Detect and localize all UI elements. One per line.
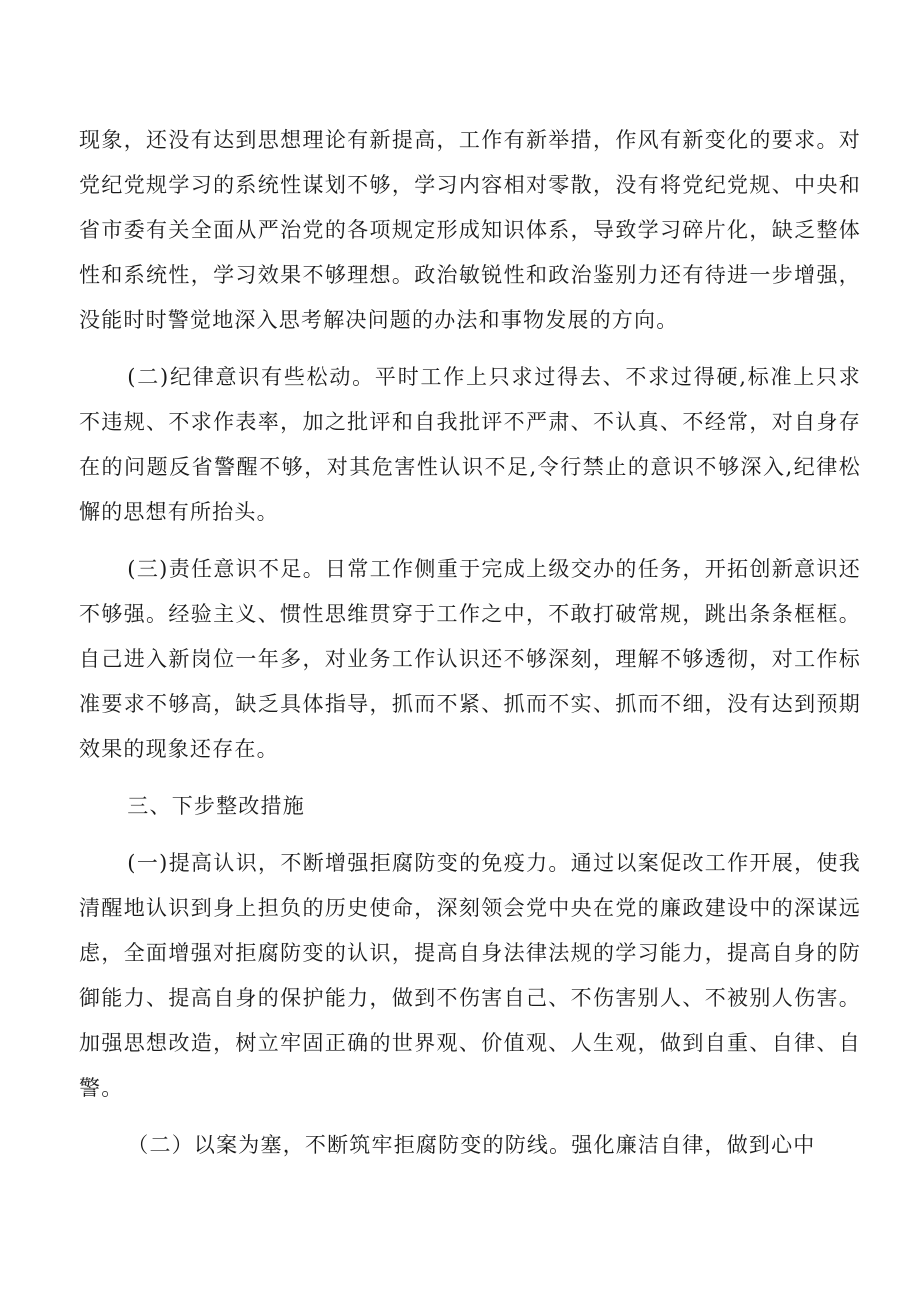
paragraph-continued: 现象，还没有达到思想理论有新提高，工作有新举措，作风有新变化的要求。对党纪党规学习的系统性谋划不够，学习内容相对零散，没有将党纪党规、中央和省市委有关全面从严治党的各项规定形成知识体系，导致学习碎片化，缺乏整体性和系统性，学习效果不够理想。政治敏锐性和政治鉴别力还有待进一步增强，没能时时警觉地深入思考解决问题的办法和事物发展的方向。 bbox=[79, 128, 861, 332]
paragraph-case-warning: （二）以案为塞，不断筑牢拒腐防变的防线。强化廉洁自律，做到心中 bbox=[127, 1133, 816, 1157]
document-page bbox=[79, 118, 861, 1168]
section-heading-rectification: 三、下步整改措施 bbox=[127, 794, 305, 818]
paragraph-responsibility-awareness: (三)责任意识不足。日常工作侧重于完成上级交办的任务，开拓创新意识还不够强。经验主义、惯性思维贯穿于工作之中，不敢打破常规，跳出条条框框。自己进入新岗位一年多，对业务工作认识还不够深刻，理解不够透彻，对工作标准要求不够高，缺乏具体指导，抓而不紧、抓而不实、抓而不细，没有达到预期效果的现象还存在。 bbox=[79, 557, 861, 761]
paragraph-raise-awareness: (一)提高认识，不断增强拒腐防变的免疫力。通过以案促改工作开展，使我清醒地认识到身上担负的历史使命，深刻领会党中央在党的廉政建设中的深谋远虑，全面增强对拒腐防变的认识，提高自身法律法规的学习能力，提高自身的防御能力、提高自身的保护能力，做到不伤害自己、不伤害别人、不被别人伤害。加强思想改造，树立牢固正确的世界观、价值观、人生观，做到自重、自律、自警。 bbox=[79, 851, 861, 1100]
paragraph-discipline-awareness: (二)纪律意识有些松动。平时工作上只求过得去、不求过得硬,标准上只求不违规、不求作表率，加之批评和自我批评不严肃、不认真、不经常，对自身存在的问题反省警醒不够，对其危害性认识不足,令行禁止的意识不够深入,纪律松懈的思想有所抬头。 bbox=[79, 365, 861, 524]
